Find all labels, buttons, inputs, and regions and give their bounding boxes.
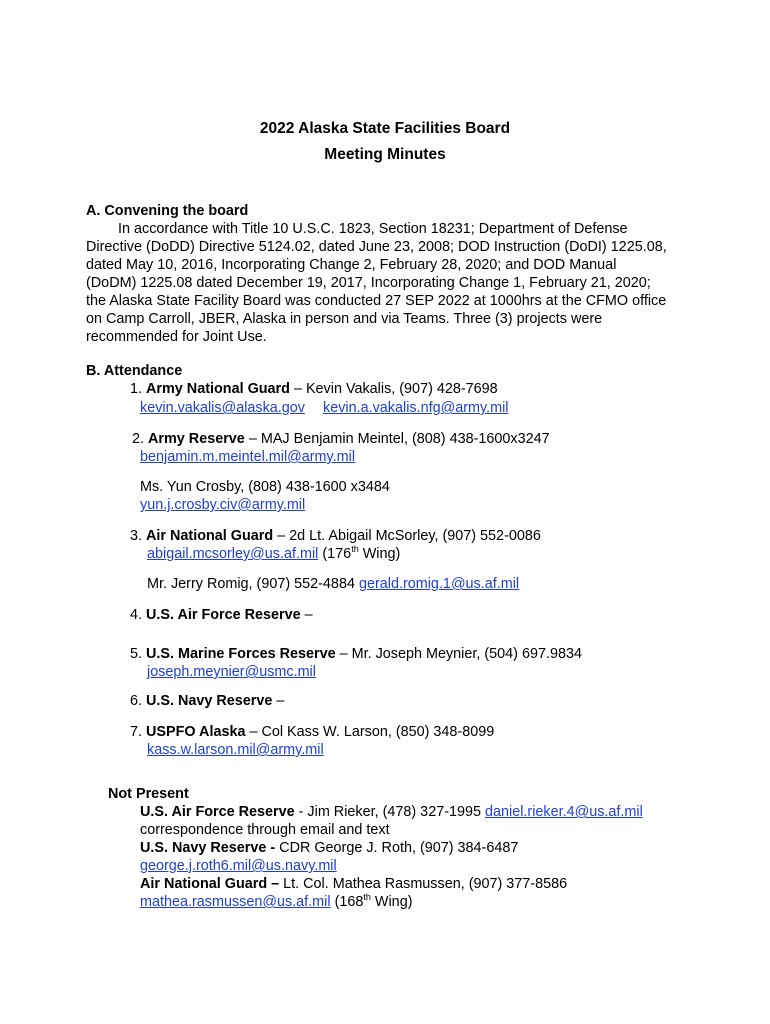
attendee-contact: – Mr. Joseph Meynier, (504) 697.9834 [335, 646, 582, 662]
section-a-line: on Camp Carroll, JBER, Alaska in person and via Teams. Three (3) projects were [86, 311, 603, 327]
org-name: U.S. Navy Reserve - [140, 840, 276, 856]
item-number: 7. [130, 724, 143, 740]
org-name: Army Reserve [148, 431, 245, 447]
wing-label-end: Wing) [358, 546, 401, 562]
attendee-contact: – MAJ Benjamin Meintel, (808) 438-1600x3247 [244, 431, 550, 447]
email-link[interactable]: gerald.romig.1@us.af.mil [358, 576, 520, 592]
attendee-item-7 [130, 723, 494, 741]
section-b-heading: B. Attendance [86, 363, 183, 379]
wing-superscript: th [351, 544, 359, 555]
absent-ang [140, 875, 567, 893]
email-link[interactable]: kass.w.larson.mil@army.mil [147, 742, 324, 758]
org-name: U.S. Air Force Reserve [140, 804, 295, 820]
email-link[interactable]: mathea.rasmussen@us.af.mil [140, 894, 331, 910]
attendee-email-wing [147, 545, 400, 563]
section-a-line: In accordance with Title 10 U.S.C. 1823, Section 18231; Department of Defense [118, 221, 628, 237]
org-name: Air National Guard [146, 528, 274, 544]
attendee-contact: – Kevin Vakalis, (907) 428-7698 [289, 381, 498, 397]
email-link[interactable]: joseph.meynier@usmc.mil [147, 664, 316, 680]
section-a-line: Directive (DoDD) Directive 5124.02, dated June 23, 2008; DOD Instruction (DoDI) 1225.08, [86, 239, 667, 255]
item-number: 4. [130, 607, 143, 623]
wing-label: (168 [330, 894, 364, 910]
org-name: Air National Guard – [140, 876, 280, 892]
section-a-line: recommended for Joint Use. [86, 329, 267, 345]
absent-note: correspondence through email and text [140, 822, 390, 838]
attendee-email [147, 741, 324, 759]
attendee-contact: – Col Kass W. Larson, (850) 348-8099 [245, 724, 495, 740]
item-number: 5. [130, 646, 143, 662]
absent-afr [140, 803, 643, 821]
email-link[interactable]: daniel.rieker.4@us.af.mil [485, 804, 643, 820]
item-number: 1. [130, 381, 143, 397]
attendee-contact: – [272, 693, 285, 709]
sub-contact-name: Mr. Jerry Romig, (907) 552-4884 [147, 576, 359, 592]
attendee-item-2 [132, 430, 550, 448]
email-link[interactable]: abigail.mcsorley@us.af.mil [147, 546, 319, 562]
section-a-heading: A. Convening the board [86, 203, 249, 219]
not-present-heading: Not Present [108, 786, 189, 802]
absent-navy [140, 839, 518, 857]
attendee-item-5 [130, 645, 582, 663]
org-name: USPFO Alaska [146, 724, 246, 740]
absent-ang-email [140, 893, 412, 911]
attendee-contact: – [300, 607, 313, 623]
section-a-line: the Alaska State Facility Board was conducted 27 SEP 2022 at 1000hrs at the CFMO office [86, 293, 667, 309]
item-number: 2. [132, 431, 145, 447]
item-number: 3. [130, 528, 143, 544]
email-link[interactable]: george.j.roth6.mil@us.navy.mil [140, 858, 337, 874]
attendee-emails [140, 399, 508, 417]
org-name: U.S. Navy Reserve [146, 693, 273, 709]
wing-label-end: Wing) [370, 894, 413, 910]
org-name: Army National Guard [146, 381, 290, 397]
attendee-item-6 [130, 692, 284, 710]
absent-contact: Lt. Col. Mathea Rasmussen, (907) 377-8586 [279, 876, 568, 892]
section-a-line: dated May 10, 2016, Incorporating Change 2, February 28, 2020; and DOD Manual [86, 257, 617, 273]
wing-superscript: th [363, 892, 371, 903]
attendee-sub-contact [147, 575, 519, 593]
absent-contact: CDR George J. Roth, (907) 384-6487 [275, 840, 519, 856]
attendee-email [147, 663, 316, 681]
attendee-sub-contact: Ms. Yun Crosby, (808) 438-1600 x3484 [140, 479, 390, 495]
org-name: U.S. Air Force Reserve [146, 607, 301, 623]
email-link[interactable]: yun.j.crosby.civ@army.mil [140, 497, 306, 513]
document-title: 2022 Alaska State Facilities Board [259, 120, 511, 137]
attendee-email [140, 448, 355, 466]
wing-label: (176 [318, 546, 352, 562]
attendee-email [140, 496, 305, 514]
absent-navy-email [140, 857, 337, 875]
attendee-item-3 [130, 527, 541, 545]
attendee-item-4 [130, 606, 313, 624]
absent-contact: - Jim Rieker, (478) 327-1995 [294, 804, 485, 820]
org-name: U.S. Marine Forces Reserve [146, 646, 336, 662]
section-a-line: (DoDM) 1225.08 dated December 19, 2017, Incorporating Change 1, February 21, 2020; [86, 275, 651, 291]
attendee-contact: – 2d Lt. Abigail McSorley, (907) 552-0086 [273, 528, 541, 544]
item-number: 6. [130, 693, 143, 709]
document-subtitle: Meeting Minutes [324, 146, 446, 163]
email-link[interactable]: kevin.a.vakalis.nfg@army.mil [323, 400, 509, 416]
email-link[interactable]: benjamin.m.meintel.mil@army.mil [140, 449, 356, 465]
email-link[interactable]: kevin.vakalis@alaska.gov [140, 400, 305, 416]
attendee-item-1 [130, 380, 498, 398]
